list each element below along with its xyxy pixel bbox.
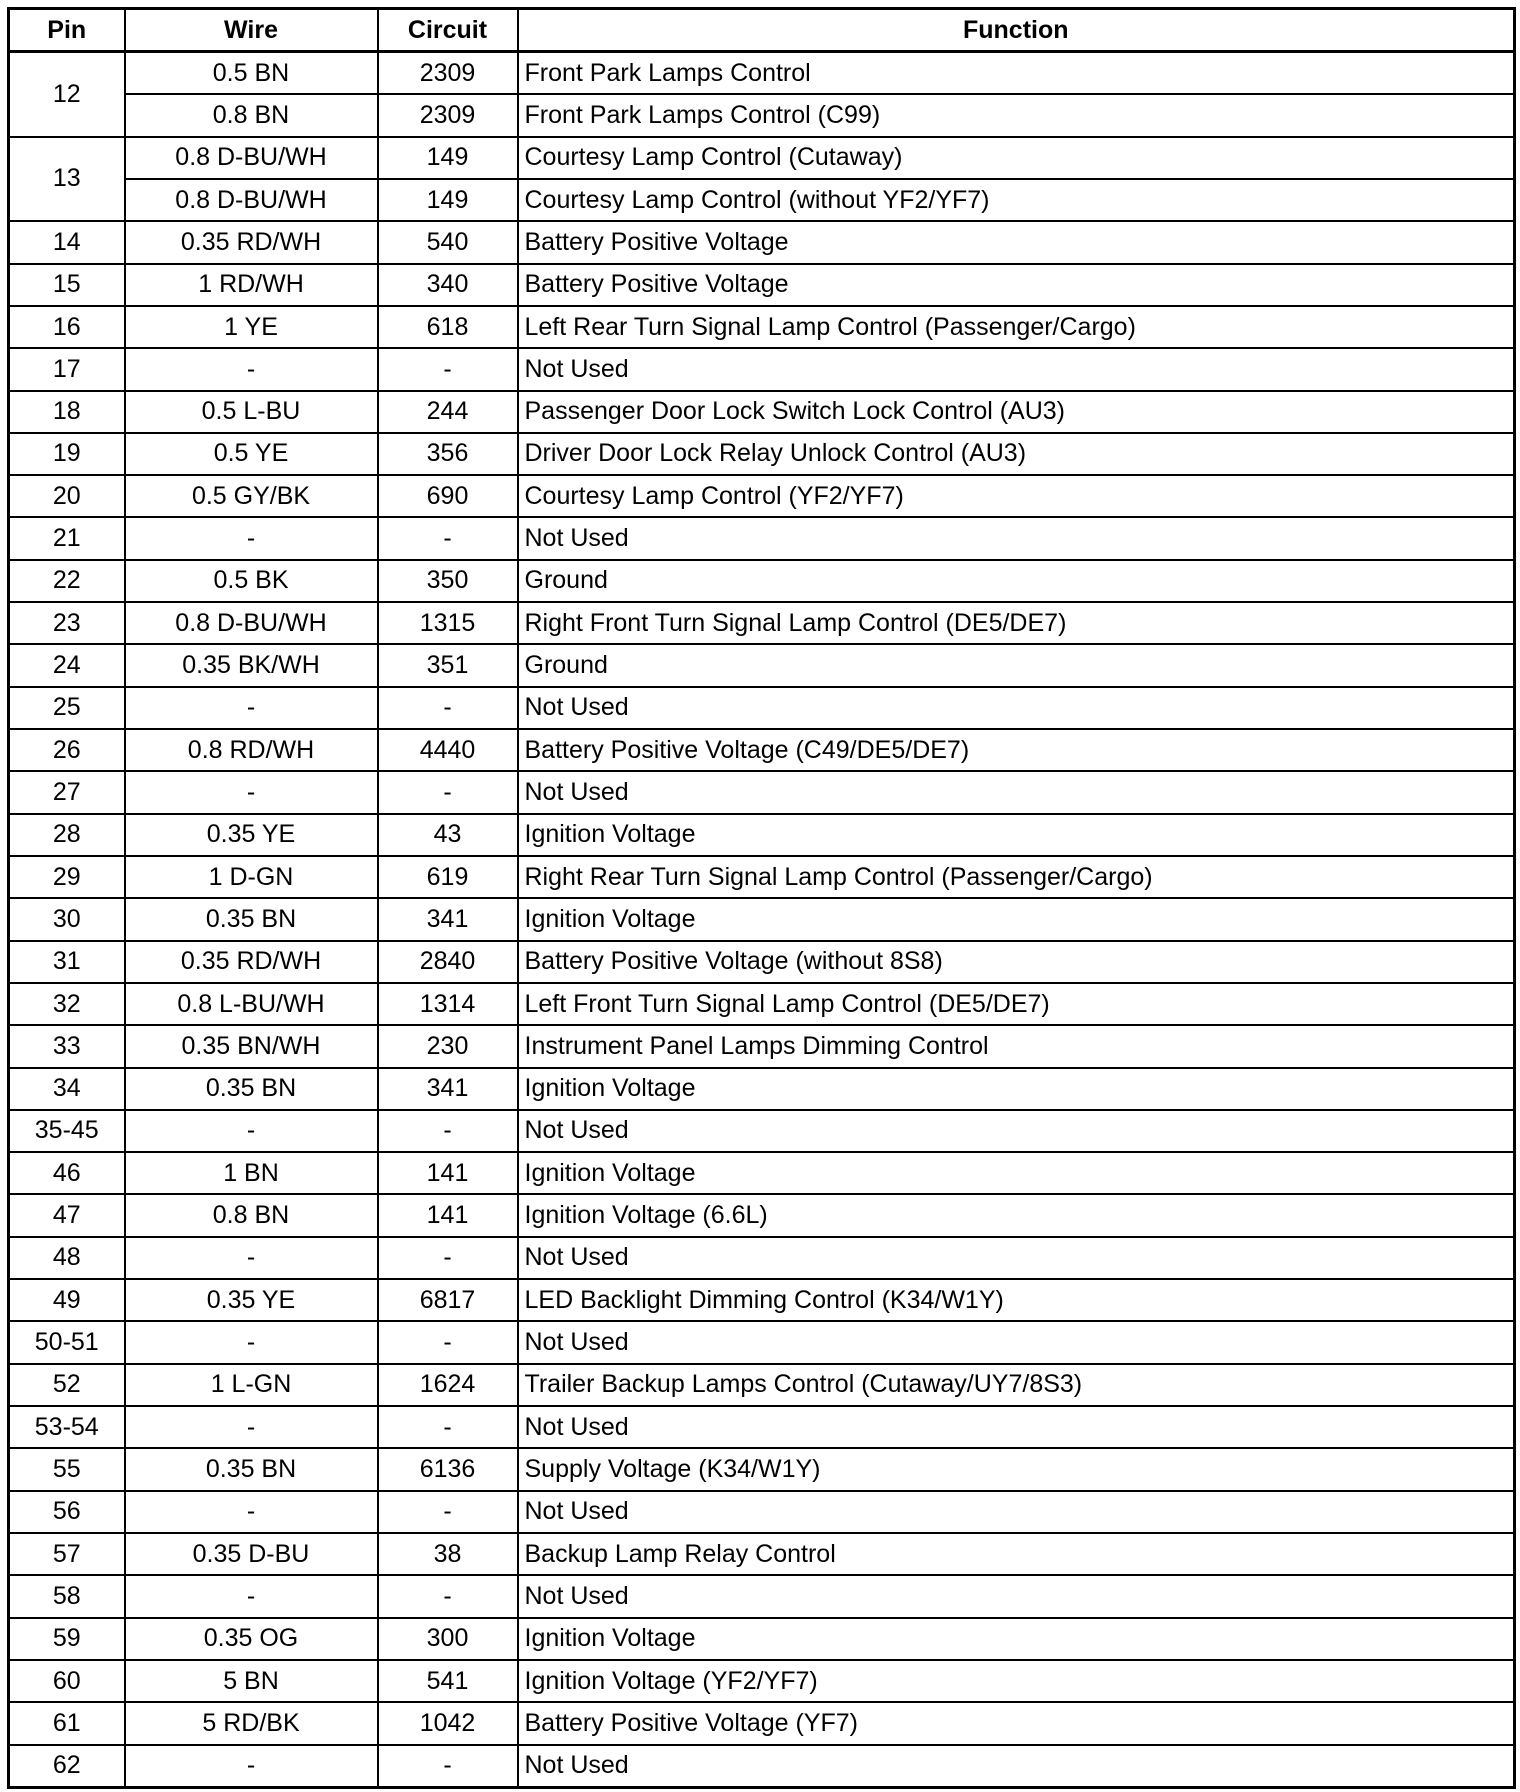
circuit-cell: 356 xyxy=(378,433,518,475)
function-cell: Ignition Voltage (6.6L) xyxy=(518,1194,1515,1236)
circuit-cell: 2309 xyxy=(378,52,518,95)
pin-cell: 21 xyxy=(9,517,125,559)
wire-cell: 0.5 BK xyxy=(125,560,378,602)
pin-cell: 20 xyxy=(9,475,125,517)
circuit-cell: 1624 xyxy=(378,1364,518,1406)
function-cell: Not Used xyxy=(518,517,1515,559)
wire-cell: - xyxy=(125,1110,378,1152)
table-row xyxy=(9,602,1515,644)
pin-cell: 53-54 xyxy=(9,1406,125,1448)
wire-cell: - xyxy=(125,1237,378,1279)
circuit-cell: 4440 xyxy=(378,729,518,771)
function-cell: Supply Voltage (K34/W1Y) xyxy=(518,1448,1515,1490)
pin-cell: 57 xyxy=(9,1533,125,1575)
table-row xyxy=(9,1237,1515,1279)
wire-cell: 0.5 YE xyxy=(125,433,378,475)
circuit-cell: 619 xyxy=(378,856,518,898)
circuit-cell: 300 xyxy=(378,1618,518,1660)
pin-cell: 59 xyxy=(9,1618,125,1660)
circuit-cell: - xyxy=(378,1575,518,1617)
function-cell: Instrument Panel Lamps Dimming Control xyxy=(518,1025,1515,1067)
wire-cell: - xyxy=(125,517,378,559)
function-cell: Not Used xyxy=(518,1406,1515,1448)
wire-cell: 0.35 D-BU xyxy=(125,1533,378,1575)
wire-cell: 0.8 D-BU/WH xyxy=(125,602,378,644)
circuit-cell: - xyxy=(378,1745,518,1788)
wire-cell: 0.8 D-BU/WH xyxy=(125,179,378,221)
table-row xyxy=(9,1406,1515,1448)
table-row xyxy=(9,264,1515,306)
circuit-cell: 1042 xyxy=(378,1702,518,1744)
function-cell: Backup Lamp Relay Control xyxy=(518,1533,1515,1575)
table-row xyxy=(9,898,1515,940)
table-row xyxy=(9,1533,1515,1575)
function-cell: Battery Positive Voltage (without 8S8) xyxy=(518,941,1515,983)
table-row xyxy=(9,137,1515,179)
circuit-column-header: Circuit xyxy=(378,9,518,52)
table-row xyxy=(9,179,1515,221)
function-cell: Courtesy Lamp Control (Cutaway) xyxy=(518,137,1515,179)
function-cell: Ignition Voltage xyxy=(518,1618,1515,1660)
pin-cell: 62 xyxy=(9,1745,125,1788)
function-cell: Not Used xyxy=(518,1491,1515,1533)
wire-cell: - xyxy=(125,1575,378,1617)
wire-cell: 0.5 L-BU xyxy=(125,391,378,433)
function-cell: Battery Positive Voltage xyxy=(518,221,1515,263)
table-row xyxy=(9,94,1515,136)
table-row xyxy=(9,687,1515,729)
circuit-cell: 141 xyxy=(378,1194,518,1236)
table-row xyxy=(9,1110,1515,1152)
table-row xyxy=(9,983,1515,1025)
pin-cell: 25 xyxy=(9,687,125,729)
pin-cell: 60 xyxy=(9,1660,125,1702)
table-row xyxy=(9,814,1515,856)
circuit-cell: 540 xyxy=(378,221,518,263)
pin-cell: 26 xyxy=(9,729,125,771)
pin-cell: 28 xyxy=(9,814,125,856)
function-cell: Driver Door Lock Relay Unlock Control (AU3) xyxy=(518,433,1515,475)
function-cell: Ignition Voltage xyxy=(518,1152,1515,1194)
circuit-cell: - xyxy=(378,687,518,729)
table-row xyxy=(9,560,1515,602)
pin-cell: 12 xyxy=(9,52,125,137)
wire-cell: 0.35 BN xyxy=(125,898,378,940)
table-row xyxy=(9,1702,1515,1744)
table-row xyxy=(9,517,1515,559)
table-row xyxy=(9,644,1515,686)
table-row xyxy=(9,391,1515,433)
function-cell: Not Used xyxy=(518,687,1515,729)
circuit-cell: 618 xyxy=(378,306,518,348)
circuit-cell: 351 xyxy=(378,644,518,686)
circuit-cell: 244 xyxy=(378,391,518,433)
wire-cell: 0.35 RD/WH xyxy=(125,221,378,263)
pin-cell: 52 xyxy=(9,1364,125,1406)
function-cell: Ignition Voltage xyxy=(518,898,1515,940)
function-cell: Not Used xyxy=(518,1745,1515,1788)
circuit-cell: 38 xyxy=(378,1533,518,1575)
table-row xyxy=(9,771,1515,813)
function-cell: Left Front Turn Signal Lamp Control (DE5/DE7) xyxy=(518,983,1515,1025)
function-cell: Front Park Lamps Control xyxy=(518,52,1515,95)
circuit-cell: 341 xyxy=(378,1068,518,1110)
pin-cell: 34 xyxy=(9,1068,125,1110)
pin-cell: 48 xyxy=(9,1237,125,1279)
table-row xyxy=(9,475,1515,517)
wire-column-header: Wire xyxy=(125,9,378,52)
wire-cell: - xyxy=(125,1406,378,1448)
wire-cell: - xyxy=(125,1745,378,1788)
function-cell: Ignition Voltage (YF2/YF7) xyxy=(518,1660,1515,1702)
pin-cell: 33 xyxy=(9,1025,125,1067)
wire-cell: 0.35 BK/WH xyxy=(125,644,378,686)
wire-cell: 1 L-GN xyxy=(125,1364,378,1406)
circuit-cell: - xyxy=(378,1237,518,1279)
pin-cell: 17 xyxy=(9,348,125,390)
connector-pinout-table xyxy=(7,7,1516,1789)
function-cell: Courtesy Lamp Control (YF2/YF7) xyxy=(518,475,1515,517)
circuit-cell: 149 xyxy=(378,179,518,221)
pin-cell: 49 xyxy=(9,1279,125,1321)
wire-cell: 0.35 OG xyxy=(125,1618,378,1660)
wire-cell: 0.8 BN xyxy=(125,1194,378,1236)
circuit-cell: 230 xyxy=(378,1025,518,1067)
table-row xyxy=(9,729,1515,771)
wire-cell: 0.35 RD/WH xyxy=(125,941,378,983)
table-row xyxy=(9,1575,1515,1617)
function-cell: Battery Positive Voltage (YF7) xyxy=(518,1702,1515,1744)
wire-cell: 1 YE xyxy=(125,306,378,348)
circuit-cell: 341 xyxy=(378,898,518,940)
circuit-cell: 541 xyxy=(378,1660,518,1702)
table-row xyxy=(9,221,1515,263)
table-row xyxy=(9,1152,1515,1194)
function-cell: Passenger Door Lock Switch Lock Control (AU3) xyxy=(518,391,1515,433)
wire-cell: - xyxy=(125,687,378,729)
circuit-cell: 1315 xyxy=(378,602,518,644)
circuit-cell: 6136 xyxy=(378,1448,518,1490)
wire-cell: 0.8 BN xyxy=(125,94,378,136)
circuit-cell: 1314 xyxy=(378,983,518,1025)
circuit-cell: - xyxy=(378,517,518,559)
function-cell: Right Rear Turn Signal Lamp Control (Passenger/Cargo) xyxy=(518,856,1515,898)
table-row xyxy=(9,1364,1515,1406)
wire-cell: - xyxy=(125,1491,378,1533)
pin-cell: 15 xyxy=(9,264,125,306)
function-cell: Ground xyxy=(518,644,1515,686)
wire-cell: - xyxy=(125,1321,378,1363)
circuit-cell: 149 xyxy=(378,137,518,179)
pin-cell: 58 xyxy=(9,1575,125,1617)
circuit-cell: 6817 xyxy=(378,1279,518,1321)
table-row xyxy=(9,348,1515,390)
table-body xyxy=(9,52,1515,1788)
pin-cell: 29 xyxy=(9,856,125,898)
pin-cell: 61 xyxy=(9,1702,125,1744)
pin-cell: 27 xyxy=(9,771,125,813)
function-cell: Not Used xyxy=(518,1237,1515,1279)
circuit-cell: 141 xyxy=(378,1152,518,1194)
pin-cell: 35-45 xyxy=(9,1110,125,1152)
table-row xyxy=(9,1745,1515,1788)
pin-cell: 18 xyxy=(9,391,125,433)
wire-cell: 0.8 D-BU/WH xyxy=(125,137,378,179)
pin-cell: 14 xyxy=(9,221,125,263)
wire-cell: 0.35 BN xyxy=(125,1068,378,1110)
circuit-cell: - xyxy=(378,1321,518,1363)
pin-cell: 56 xyxy=(9,1491,125,1533)
table-row xyxy=(9,1068,1515,1110)
wire-cell: 0.35 YE xyxy=(125,1279,378,1321)
table-row xyxy=(9,1491,1515,1533)
wire-cell: - xyxy=(125,348,378,390)
table-row xyxy=(9,1618,1515,1660)
function-cell: Ignition Voltage xyxy=(518,1068,1515,1110)
function-cell: Not Used xyxy=(518,1110,1515,1152)
function-cell: Left Rear Turn Signal Lamp Control (Passenger/Cargo) xyxy=(518,306,1515,348)
circuit-cell: 690 xyxy=(378,475,518,517)
pin-cell: 19 xyxy=(9,433,125,475)
pin-cell: 30 xyxy=(9,898,125,940)
header-row xyxy=(9,9,1515,52)
wire-cell: - xyxy=(125,771,378,813)
function-cell: Battery Positive Voltage xyxy=(518,264,1515,306)
function-cell: Ground xyxy=(518,560,1515,602)
pin-cell: 23 xyxy=(9,602,125,644)
table-row xyxy=(9,306,1515,348)
function-cell: Battery Positive Voltage (C49/DE5/DE7) xyxy=(518,729,1515,771)
pin-cell: 55 xyxy=(9,1448,125,1490)
table-row xyxy=(9,1279,1515,1321)
pin-column-header: Pin xyxy=(9,9,125,52)
circuit-cell: 43 xyxy=(378,814,518,856)
table-row xyxy=(9,856,1515,898)
wire-cell: 0.5 GY/BK xyxy=(125,475,378,517)
function-cell: Not Used xyxy=(518,1575,1515,1617)
table-row xyxy=(9,433,1515,475)
function-cell: Not Used xyxy=(518,348,1515,390)
wire-cell: 5 RD/BK xyxy=(125,1702,378,1744)
pin-cell: 24 xyxy=(9,644,125,686)
pin-cell: 46 xyxy=(9,1152,125,1194)
table-row xyxy=(9,1025,1515,1067)
wire-cell: 5 BN xyxy=(125,1660,378,1702)
circuit-cell: 2840 xyxy=(378,941,518,983)
pin-cell: 32 xyxy=(9,983,125,1025)
wire-cell: 1 RD/WH xyxy=(125,264,378,306)
function-cell: Courtesy Lamp Control (without YF2/YF7) xyxy=(518,179,1515,221)
pin-cell: 16 xyxy=(9,306,125,348)
function-column-header: Function xyxy=(518,9,1515,52)
circuit-cell: 2309 xyxy=(378,94,518,136)
table-row xyxy=(9,1321,1515,1363)
circuit-cell: 350 xyxy=(378,560,518,602)
circuit-cell: - xyxy=(378,1406,518,1448)
circuit-cell: - xyxy=(378,1491,518,1533)
wire-cell: 0.35 BN/WH xyxy=(125,1025,378,1067)
pin-cell: 31 xyxy=(9,941,125,983)
function-cell: Not Used xyxy=(518,1321,1515,1363)
table-row xyxy=(9,1448,1515,1490)
pin-cell: 50-51 xyxy=(9,1321,125,1363)
table-row xyxy=(9,52,1515,95)
pin-cell: 13 xyxy=(9,137,125,222)
wire-cell: 1 BN xyxy=(125,1152,378,1194)
function-cell: LED Backlight Dimming Control (K34/W1Y) xyxy=(518,1279,1515,1321)
wire-cell: 0.8 L-BU/WH xyxy=(125,983,378,1025)
function-cell: Trailer Backup Lamps Control (Cutaway/UY7/8S3) xyxy=(518,1364,1515,1406)
circuit-cell: 340 xyxy=(378,264,518,306)
circuit-cell: - xyxy=(378,771,518,813)
circuit-cell: - xyxy=(378,1110,518,1152)
wire-cell: 0.35 YE xyxy=(125,814,378,856)
table-row xyxy=(9,1194,1515,1236)
wire-cell: 0.35 BN xyxy=(125,1448,378,1490)
pin-cell: 47 xyxy=(9,1194,125,1236)
function-cell: Ignition Voltage xyxy=(518,814,1515,856)
table-row xyxy=(9,941,1515,983)
wire-cell: 0.5 BN xyxy=(125,52,378,95)
pin-cell: 22 xyxy=(9,560,125,602)
circuit-cell: - xyxy=(378,348,518,390)
wire-cell: 1 D-GN xyxy=(125,856,378,898)
function-cell: Not Used xyxy=(518,771,1515,813)
function-cell: Right Front Turn Signal Lamp Control (DE5/DE7) xyxy=(518,602,1515,644)
function-cell: Front Park Lamps Control (C99) xyxy=(518,94,1515,136)
wire-cell: 0.8 RD/WH xyxy=(125,729,378,771)
table-row xyxy=(9,1660,1515,1702)
